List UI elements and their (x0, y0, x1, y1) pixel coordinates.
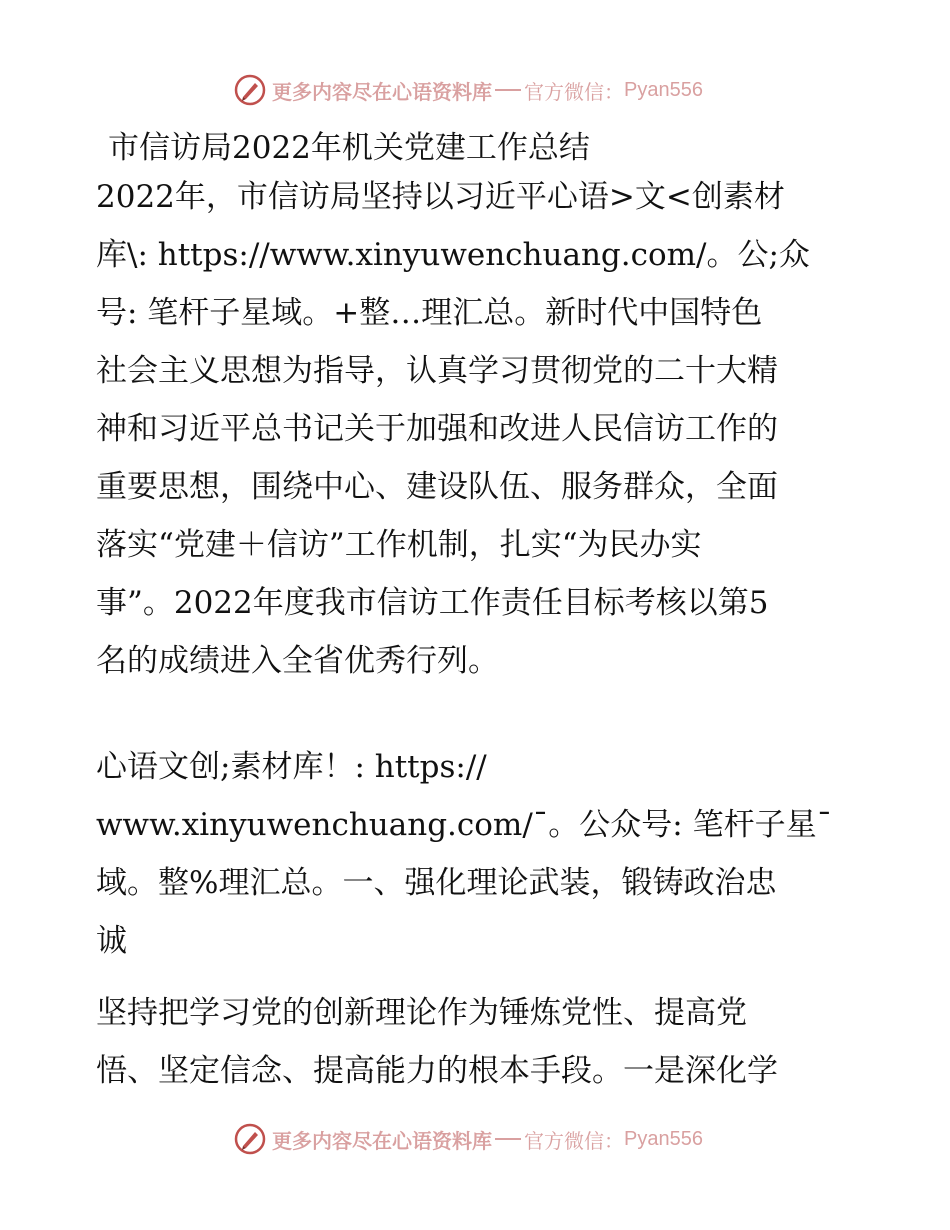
text-line: 坚持把学习党的创新理论作为锤炼党性、提高党 (96, 995, 747, 1031)
watermark-dash (495, 89, 521, 91)
text-line: 号: 笔杆子星域。+整…理汇总。新时代中国特色 (96, 295, 763, 331)
text-line: 社会主义思想为指导，认真学习贯彻党的二十大精 (96, 353, 778, 389)
watermark-header (234, 73, 703, 107)
text-line: www.xinyuwenchuang.com/¯。公众号: 笔杆子星¯ (96, 807, 833, 843)
watermark-brand: 更多内容尽在心语资料库 (272, 79, 492, 104)
text-line: 域。整%理汇总。一、强化理论武装，锻铸政治忠 (96, 865, 777, 901)
text-line: 名的成绩进入全省优秀行列。 (96, 643, 499, 679)
paragraph-study (96, 984, 856, 1100)
watermark-handle: Pyan556 (624, 78, 703, 101)
watermark-wechat-label: 官方微信： (524, 1128, 624, 1153)
text-line: 落实“党建＋信访”工作机制，扎实“为民办实 (96, 527, 702, 563)
watermark-wechat-label: 官方微信： (524, 79, 624, 104)
text-line: 心语文创;素材库！: https:// (96, 749, 487, 785)
document-title: 市信访局2022年机关党建工作总结 (108, 130, 590, 166)
watermark-footer (234, 1122, 703, 1156)
text-line: 诚 (96, 923, 127, 959)
paragraph-section-one (96, 738, 856, 970)
text-line: 重要思想，围绕中心、建设队伍、服务群众，全面 (96, 469, 778, 505)
text-line: 事”。2022年度我市信访工作责任目标考核以第5 (96, 585, 769, 621)
watermark-brand: 更多内容尽在心语资料库 (272, 1128, 492, 1153)
text-line: 悟、坚定信念、提高能力的根本手段。一是深化学 (96, 1053, 778, 1089)
text-line: 2022年，市信访局坚持以习近平心语>文<创素材 (96, 179, 785, 215)
watermark-dash (495, 1138, 521, 1140)
watermark-handle: Pyan556 (624, 1127, 703, 1150)
text-line: 库\: https://www.xinyuwenchuang.com/。公;众 (96, 237, 810, 273)
pen-logo-icon (234, 1123, 266, 1155)
pen-logo-icon (234, 74, 266, 106)
paragraph-intro (96, 168, 856, 690)
text-line: 神和习近平总书记关于加强和改进人民信访工作的 (96, 411, 778, 447)
